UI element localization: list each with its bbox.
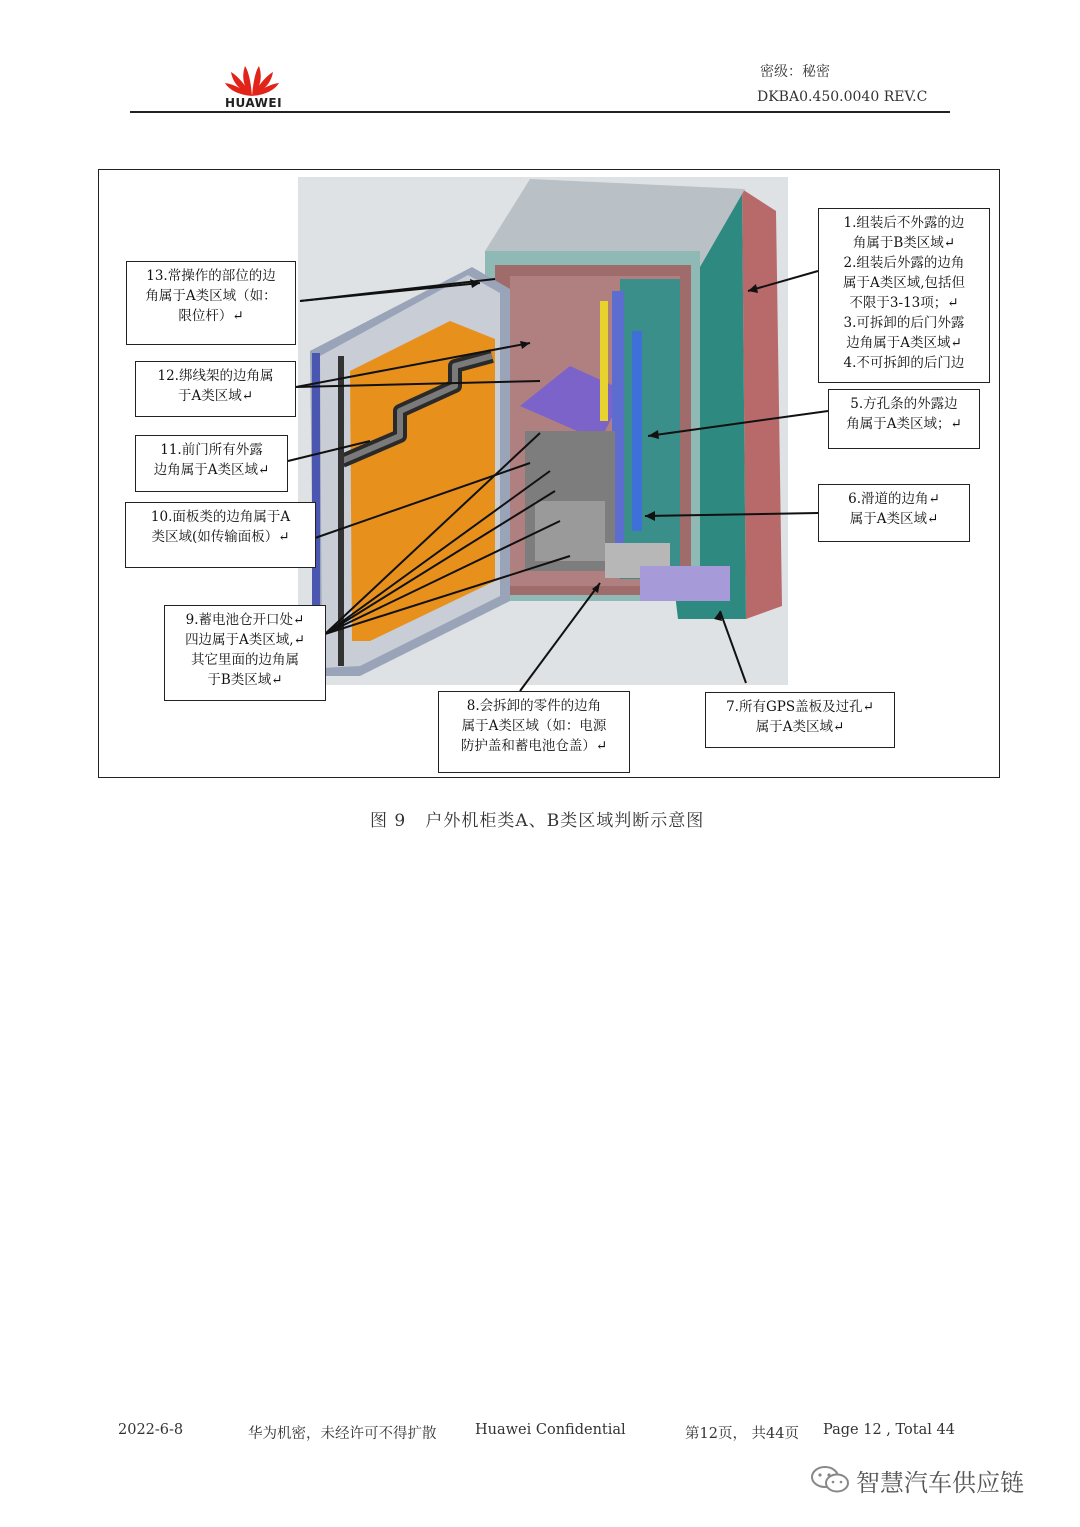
callout-11: 11.前门所有外露 边角属于A类区域↵	[135, 435, 288, 492]
footer-date: 2022-6-8	[118, 1422, 184, 1438]
callout-10: 10.面板类的边角属于A 类区域(如传输面板）↵	[125, 502, 316, 568]
callout-13: 13.常操作的部位的边 角属于A类区域（如： 限位杆）↵	[126, 261, 296, 345]
callout-6: 6.滑道的边角↵ 属于A类区域↵	[818, 484, 970, 542]
callout-9: 9.蓄电池仓开口处↵ 四边属于A类区域,↵ 其它里面的边角属 于B类区域↵	[164, 605, 326, 701]
callout-5: 5.方孔条的外露边 角属于A类区域；↵	[828, 389, 980, 449]
footer-confidential-en: Huawei Confidential	[475, 1422, 626, 1438]
huawei-logo	[222, 58, 282, 110]
wechat-icon	[810, 1465, 850, 1495]
callout-1: 1.组装后不外露的边 角属于B类区域↵ 2.组装后外露的边角 属于A类区域,包括但 不限于3-13项；↵ 3.可拆卸的后门外露 边角属于A类区域↵ 4.不可拆卸的后门边	[818, 208, 990, 383]
footer-page-en: Page 12 , Total 44	[823, 1422, 955, 1438]
footer-confidential-cn: 华为机密，未经许可不得扩散	[248, 1426, 437, 1442]
doc-number: DKBA0.450.0040 REV.C	[757, 89, 928, 105]
header-rule	[130, 111, 950, 113]
classification-label: 密级：秘密	[760, 64, 830, 80]
watermark	[810, 1462, 1024, 1498]
footer-page-cn: 第12页， 共44页	[685, 1426, 800, 1442]
watermark-text: 智慧汽车供应链	[856, 1468, 1024, 1497]
huawei-flower-icon	[224, 58, 280, 98]
callout-8: 8.会拆卸的零件的边角 属于A类区域（如：电源 防护盖和蓄电池仓盖）↵	[438, 691, 630, 773]
figure-caption: 图 9 户外机柜类A、B类区域判断示意图	[370, 811, 705, 831]
callout-12: 12.绑线架的边角属 于A类区域↵	[135, 361, 296, 417]
logo-wordmark: HUAWEI	[225, 96, 283, 110]
callout-7: 7.所有GPS盖板及过孔↵ 属于A类区域↵	[705, 692, 895, 748]
